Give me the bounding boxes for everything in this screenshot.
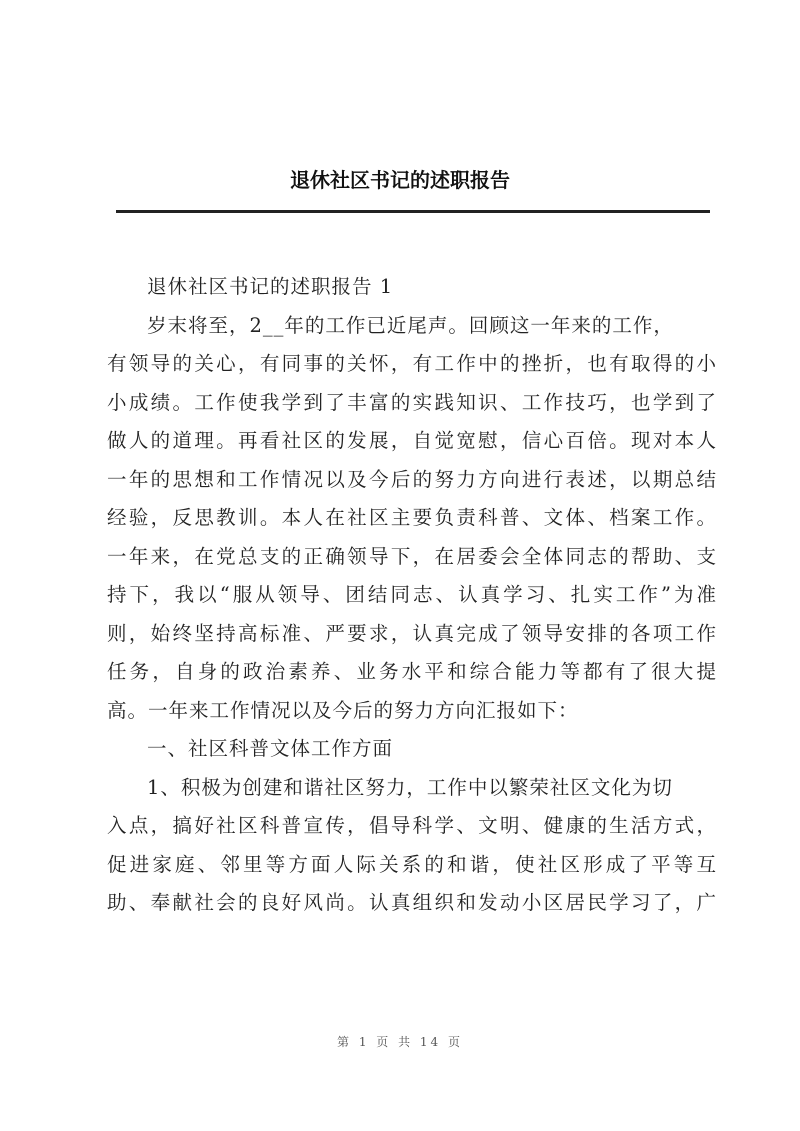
body-line: 做人的道理。再看社区的发展，自觉宽慰，信心百倍。现对本人: [107, 429, 717, 452]
body-line: 岁末将至，2__年的工作已近尾声。回顾这一年来的工作，: [147, 313, 674, 337]
body-line: 任务，自身的政治素养、业务水平和综合能力等都有了很大提: [107, 660, 717, 683]
title-divider: [116, 210, 710, 213]
body-line: 一年来，在党总支的正确领导下，在居委会全体同志的帮助、支: [107, 544, 717, 568]
body-line: 小成绩。工作使我学到了丰富的实践知识、工作技巧，也学到了: [107, 390, 717, 414]
body-line: 一、社区科普文体工作方面: [147, 737, 394, 760]
document-body: [107, 268, 717, 923]
document-title: 退休社区书记的述职报告: [290, 168, 510, 192]
body-line: 经验，反思教训。本人在社区主要负责科普、文体、档案工作。: [107, 506, 717, 529]
body-line: 1、积极为创建和谐社区努力，工作中以繁荣社区文化为切: [147, 775, 673, 799]
body-line: 退休社区书记的述职报告 1: [147, 275, 394, 298]
body-line: 则，始终坚持高标准、严要求，认真完成了领导安排的各项工作: [107, 621, 717, 645]
body-line: 有领导的关心，有同事的关怀，有工作中的挫折，也有取得的小: [107, 352, 717, 375]
body-line: 一年的思想和工作情况以及今后的努力方向进行表述，以期总结: [107, 467, 717, 491]
page-footer: 第 1 页 共 14 页: [337, 1035, 463, 1049]
body-line: 高。一年来工作情况以及今后的努力方向汇报如下：: [107, 698, 579, 722]
body-line: 促进家庭、邻里等方面人际关系的和谐，使社区形成了平等互: [107, 852, 717, 876]
body-line: 持下，我以“服从领导、团结同志、认真学习、扎实工作”为准: [107, 583, 717, 606]
body-line: 助、奉献社会的良好风尚。认真组织和发动小区居民学习了，广: [107, 891, 717, 914]
body-line: 入点，搞好社区科普宣传，倡导科学、文明、健康的生活方式，: [107, 814, 717, 837]
